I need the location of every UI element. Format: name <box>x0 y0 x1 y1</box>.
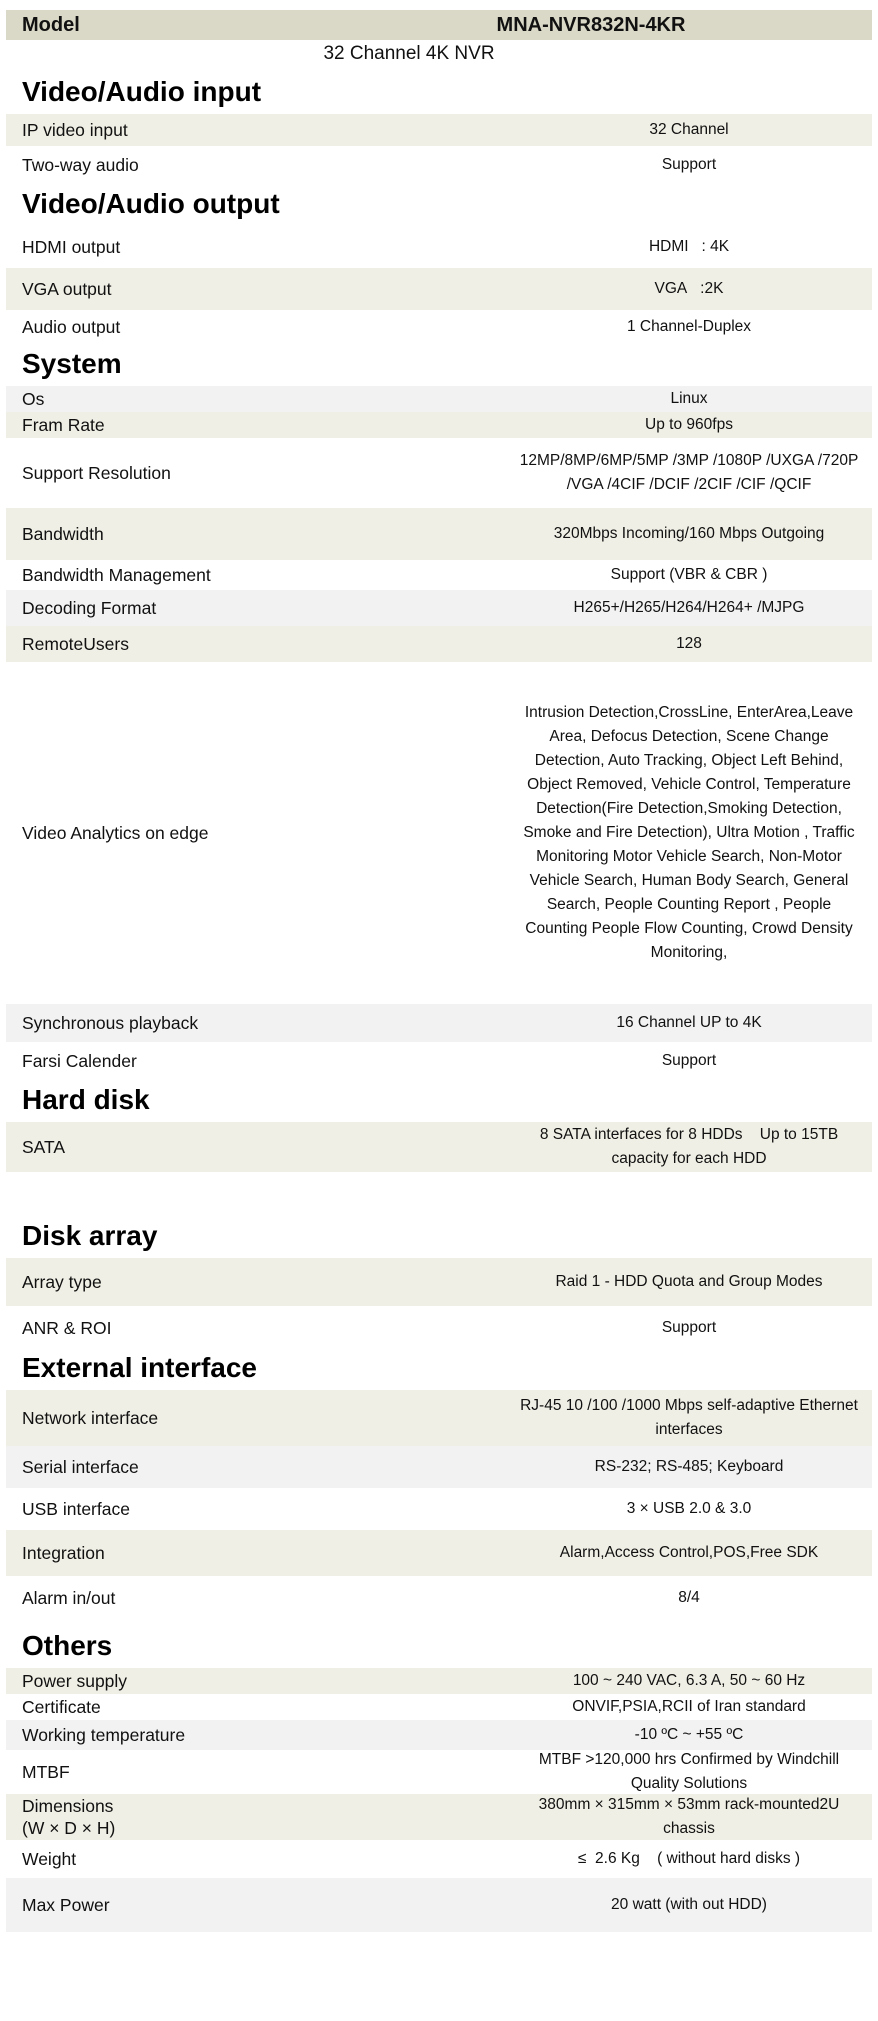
spec-label: Decoding Format <box>22 597 157 618</box>
spec-row <box>6 560 872 590</box>
spec-label: Integration <box>22 1542 105 1563</box>
spec-row <box>6 1306 872 1350</box>
product-subtitle: 32 Channel 4K NVR <box>323 43 495 64</box>
spec-row <box>6 412 872 438</box>
spec-value: VGA :2K <box>654 280 724 297</box>
spec-row <box>6 1004 872 1042</box>
spec-label: Serial interface <box>22 1456 139 1477</box>
spec-row <box>6 1446 872 1488</box>
spec-value: Support (VBR & CBR ) <box>610 566 768 583</box>
spec-label: VGA output <box>22 278 112 299</box>
section-title: Video/Audio input <box>22 76 262 107</box>
spec-value: 3 × USB 2.0 & 3.0 <box>626 1500 752 1517</box>
spec-row <box>6 1488 872 1530</box>
spec-label: Array type <box>22 1271 102 1292</box>
spec-label: Video Analytics on edge <box>22 822 209 843</box>
section-title: External interface <box>22 1352 257 1383</box>
spec-value: 320Mbps Incoming/160 Mbps Outgoing <box>553 525 825 542</box>
spec-row <box>6 1794 872 1840</box>
model-label: Model <box>22 13 80 36</box>
spec-row <box>6 1576 872 1620</box>
spec-label: Alarm in/out <box>22 1587 116 1608</box>
spec-value: Support <box>661 1052 717 1069</box>
spec-label: Two-way audio <box>22 154 139 175</box>
section-title: Video/Audio output <box>22 188 280 219</box>
spec-row <box>6 1840 872 1878</box>
spec-value: 20 watt (with out HDD) <box>611 1896 767 1913</box>
spec-value: 100 ~ 240 VAC, 6.3 A, 50 ~ 60 Hz <box>572 1672 806 1689</box>
spec-label: ANR & ROI <box>22 1317 112 1338</box>
spec-value: 12MP/8MP/6MP/5MP /3MP /1080P /UXGA /720P /VGA /4CIF /DCIF /2CIF /CIF /QCIF <box>519 452 859 493</box>
spec-sections <box>6 68 872 1932</box>
spec-value: RS-232; RS-485; Keyboard <box>594 1458 784 1475</box>
spec-label: SATA <box>22 1136 66 1157</box>
spec-row <box>6 1258 872 1306</box>
spec-row <box>6 590 872 626</box>
spec-label: MTBF <box>22 1761 70 1782</box>
spec-value: Raid 1 - HDD Quota and Group Modes <box>555 1273 823 1290</box>
spec-row <box>6 146 872 184</box>
spec-row <box>6 1720 872 1750</box>
spec-label: Max Power <box>22 1894 110 1915</box>
spec-row <box>6 1750 872 1794</box>
spec-label: USB interface <box>22 1498 130 1519</box>
spec-value: 380mm × 315mm × 53mm rack-mounted2U chassis <box>538 1796 840 1837</box>
spec-row <box>6 438 872 508</box>
spec-value: 32 Channel <box>649 121 729 138</box>
spec-label: HDMI output <box>22 236 121 257</box>
spec-value: Linux <box>670 390 708 407</box>
spec-row <box>6 1530 872 1576</box>
spec-label: Farsi Calender <box>22 1050 137 1071</box>
spec-label: Bandwidth Management <box>22 564 211 585</box>
spec-label: Power supply <box>22 1670 128 1691</box>
spec-label: Support Resolution <box>22 462 171 483</box>
spec-row <box>6 1694 872 1720</box>
spec-value: ONVIF,PSIA,RCII of Iran standard <box>572 1698 806 1715</box>
spec-value: Alarm,Access Control,POS,Free SDK <box>559 1544 819 1561</box>
model-value: MNA-NVR832N-4KR <box>496 13 686 36</box>
spec-row <box>6 1878 872 1932</box>
section-title: Hard disk <box>22 1084 150 1115</box>
spec-row <box>6 310 872 344</box>
spec-label: Synchronous playback <box>22 1012 199 1033</box>
spec-label: Working temperature <box>22 1724 186 1745</box>
spec-value: ≤ 2.6 Kg ( without hard disks ) <box>577 1850 801 1867</box>
spec-row <box>6 1042 872 1080</box>
section-title: Disk array <box>22 1220 158 1251</box>
spec-label: Dimensions (W × D × H) <box>22 1796 116 1838</box>
spec-row <box>6 508 872 560</box>
spec-value: -10 ºC ~ +55 ºC <box>634 1726 744 1743</box>
spec-label: Network interface <box>22 1407 159 1428</box>
spec-value: MTBF >120,000 hrs Confirmed by Windchill Quality Solutions <box>538 1751 840 1792</box>
spec-value: HDMI : 4K <box>648 238 730 255</box>
spec-label: Bandwidth <box>22 523 104 544</box>
spec-sheet <box>6 10 872 1932</box>
spec-value: RJ-45 10 /100 /1000 Mbps self-adaptive Ethernet interfaces <box>520 1397 858 1438</box>
spec-row <box>6 226 872 268</box>
spec-value: Support <box>661 1319 717 1336</box>
spec-row <box>6 662 872 1004</box>
spec-value: Support <box>661 156 717 173</box>
spec-value: Intrusion Detection,CrossLine, EnterArea,Leave Area, Defocus Detection, Scene Change Detection, Auto Tracking, Object Left Behind, Object Removed, Vehicle Control, Temperature Detection(Fire Detection,Smoking Detection, Smoke and Fire Detection), Ultra Motion , Traffic Monitoring Motor Vehicle Search, Non-Motor Vehicle Search, Human Body Search, General Search, People Counting Report , People Counting People Flow Counting, Crowd Density Monitoring, <box>523 704 855 961</box>
spec-row <box>6 1668 872 1694</box>
spec-value: 16 Channel UP to 4K <box>616 1014 762 1031</box>
spec-label: Audio output <box>22 316 121 337</box>
model-header <box>6 10 872 40</box>
spec-label: RemoteUsers <box>22 633 129 654</box>
spec-row <box>6 1390 872 1446</box>
section-title: Others <box>22 1630 113 1661</box>
spec-row <box>6 626 872 662</box>
spec-value: H265+/H265/H264/H264+ /MJPG <box>573 599 805 616</box>
spec-value: 1 Channel-Duplex <box>626 318 752 335</box>
spec-label: IP video input <box>22 119 128 140</box>
spec-label: Os <box>22 388 45 409</box>
spec-row <box>6 114 872 146</box>
spec-value: 8/4 <box>678 1589 700 1606</box>
spec-value: 128 <box>676 635 702 652</box>
spec-label: Certificate <box>22 1696 101 1717</box>
spec-value: 8 SATA interfaces for 8 HDDs Up to 15TB capacity for each HDD <box>539 1126 839 1167</box>
spec-label: Fram Rate <box>22 414 105 435</box>
spec-row <box>6 268 872 310</box>
spec-label: Weight <box>22 1848 77 1869</box>
spec-row <box>6 386 872 412</box>
spec-value: Up to 960fps <box>645 416 733 433</box>
spec-row <box>6 1122 872 1172</box>
section-title: System <box>22 348 122 379</box>
